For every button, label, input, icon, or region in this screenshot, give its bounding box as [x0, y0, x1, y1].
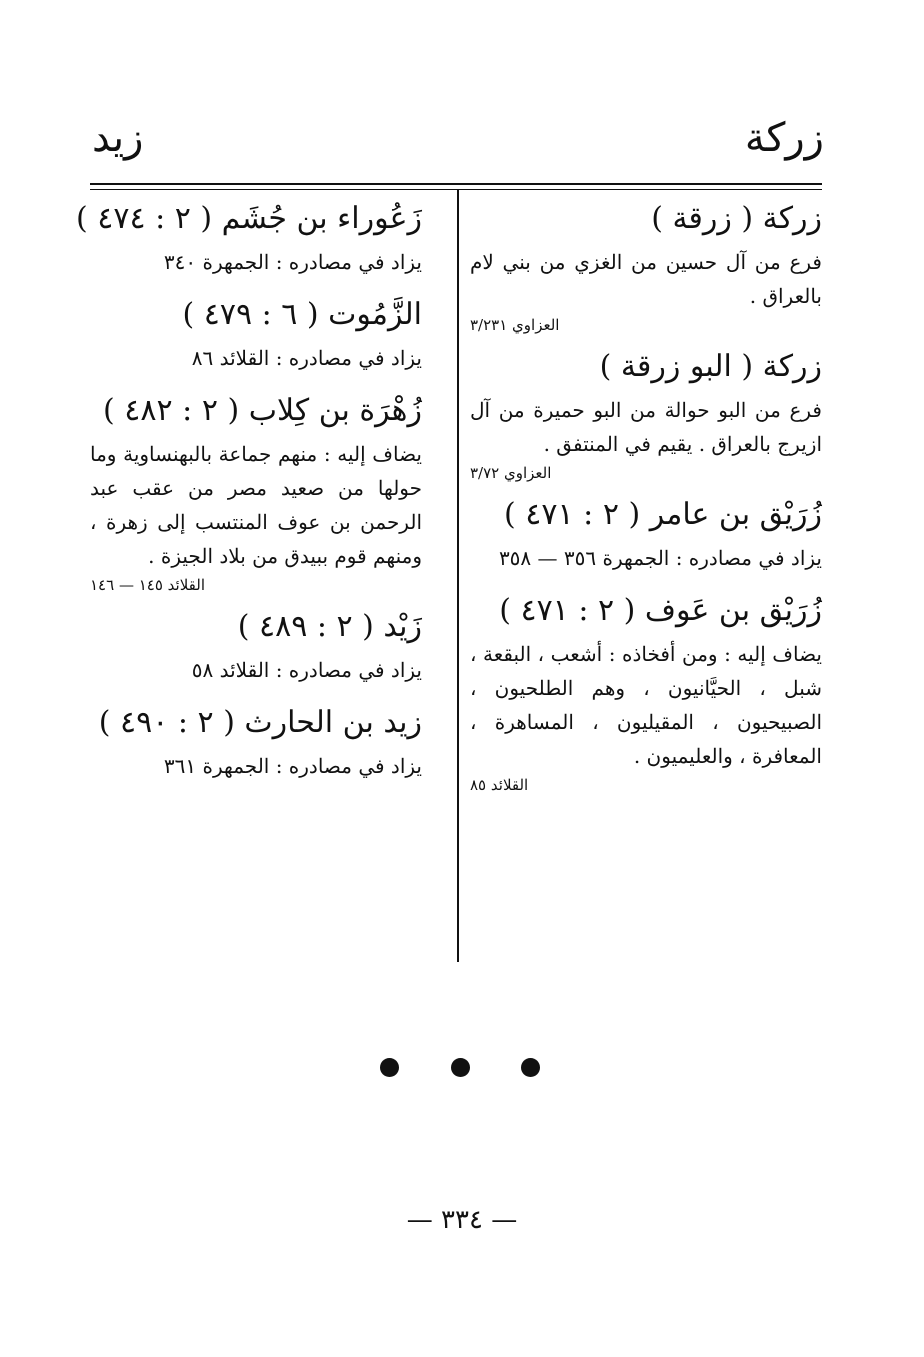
running-header-right: زركة [744, 115, 824, 161]
entry-source: القلائد ٨٥ [470, 776, 529, 794]
entry-title: زُهْرَة بن كِلاب ( ٢ : ٤٨٢ ) [103, 393, 422, 428]
entry [470, 585, 822, 797]
column-divider [457, 190, 459, 962]
page-number: — ٣٣٤ — [406, 1205, 518, 1235]
entry-body: فرع من البو حوالة من البو حميرة من آل ازيرج بالعراق . يقيم في المنتفق . [470, 398, 822, 456]
entry-body: فرع من آل حسين من الغزي من بني لام بالعراق . [470, 250, 822, 308]
entry-body: يزاد في مصادره : الجمهرة ٣٦١ [163, 754, 422, 778]
entry [90, 289, 422, 385]
spacer [90, 279, 422, 289]
entry [90, 697, 422, 783]
entry-body: يزاد في مصادره : القلائد ٥٨ [191, 658, 422, 682]
entry [470, 341, 822, 485]
entry-title: زركة ( البو زرقة ) [599, 349, 822, 384]
entry [470, 489, 822, 585]
right-column [470, 193, 822, 801]
header-rule-thin [90, 189, 822, 190]
entry [470, 193, 822, 337]
ornament-dot [521, 1058, 540, 1077]
entry-title: زيد بن الحارث ( ٢ : ٤٩٠ ) [98, 705, 422, 740]
entry-body: يزاد في مصادره : القلائد ٨٦ [191, 346, 422, 370]
entry-title: الزَّمُوت ( ٦ : ٤٧٩ ) [182, 297, 422, 332]
entry-title: زُرَيْق بن عَوف ( ٢ : ٤٧١ ) [499, 593, 822, 628]
entry-body: يضاف إليه : منهم جماعة بالبهنساوية وما حولها من صعيد مصر من عقب عبد الرحمن بن عوف المنتسب إلى زهرة ، ومنهم قوم ببيدق من بلاد الجيزة . [90, 442, 422, 568]
running-header-left: زيد [92, 115, 144, 161]
entry-title: زَيْد ( ٢ : ٤٨٩ ) [237, 609, 422, 644]
entry-title: زركة ( زرقة ) [651, 201, 822, 236]
spacer [470, 575, 822, 585]
entry-source: العزاوي ٣/٧٢ [470, 464, 552, 482]
entry [90, 601, 422, 697]
entry-source: العزاوي ٣/٢٣١ [470, 316, 560, 334]
entry-body: يضاف إليه : ومن أفخاذه : أشعب ، البقعة ، شبل ، الحيَّانيون ، وهم الطلحيون ، الصبيحيون ، المقيليون ، المساهرة ، المعافرة ، والعليميون . [470, 642, 822, 768]
header-rule-thick [90, 183, 822, 185]
entry-title: زُرَيْق بن عامر ( ٢ : ٤٧١ ) [504, 497, 822, 532]
ornament-dot [451, 1058, 470, 1077]
entry-body: يزاد في مصادره : الجمهرة ٣٤٠ [163, 250, 422, 274]
spacer [90, 687, 422, 697]
entry-body: يزاد في مصادره : الجمهرة ٣٥٦ — ٣٥٨ [498, 546, 822, 570]
spacer [90, 375, 422, 385]
entry [90, 385, 422, 597]
entry-title: زَعُوراء بن جُشَم ( ٢ : ٤٧٤ ) [75, 201, 422, 236]
left-column [75, 193, 422, 783]
section-end-ornament [380, 1058, 540, 1082]
entry [75, 193, 422, 289]
entry-source: القلائد ١٤٥ — ١٤٦ [90, 576, 205, 594]
ornament-dot [380, 1058, 399, 1077]
